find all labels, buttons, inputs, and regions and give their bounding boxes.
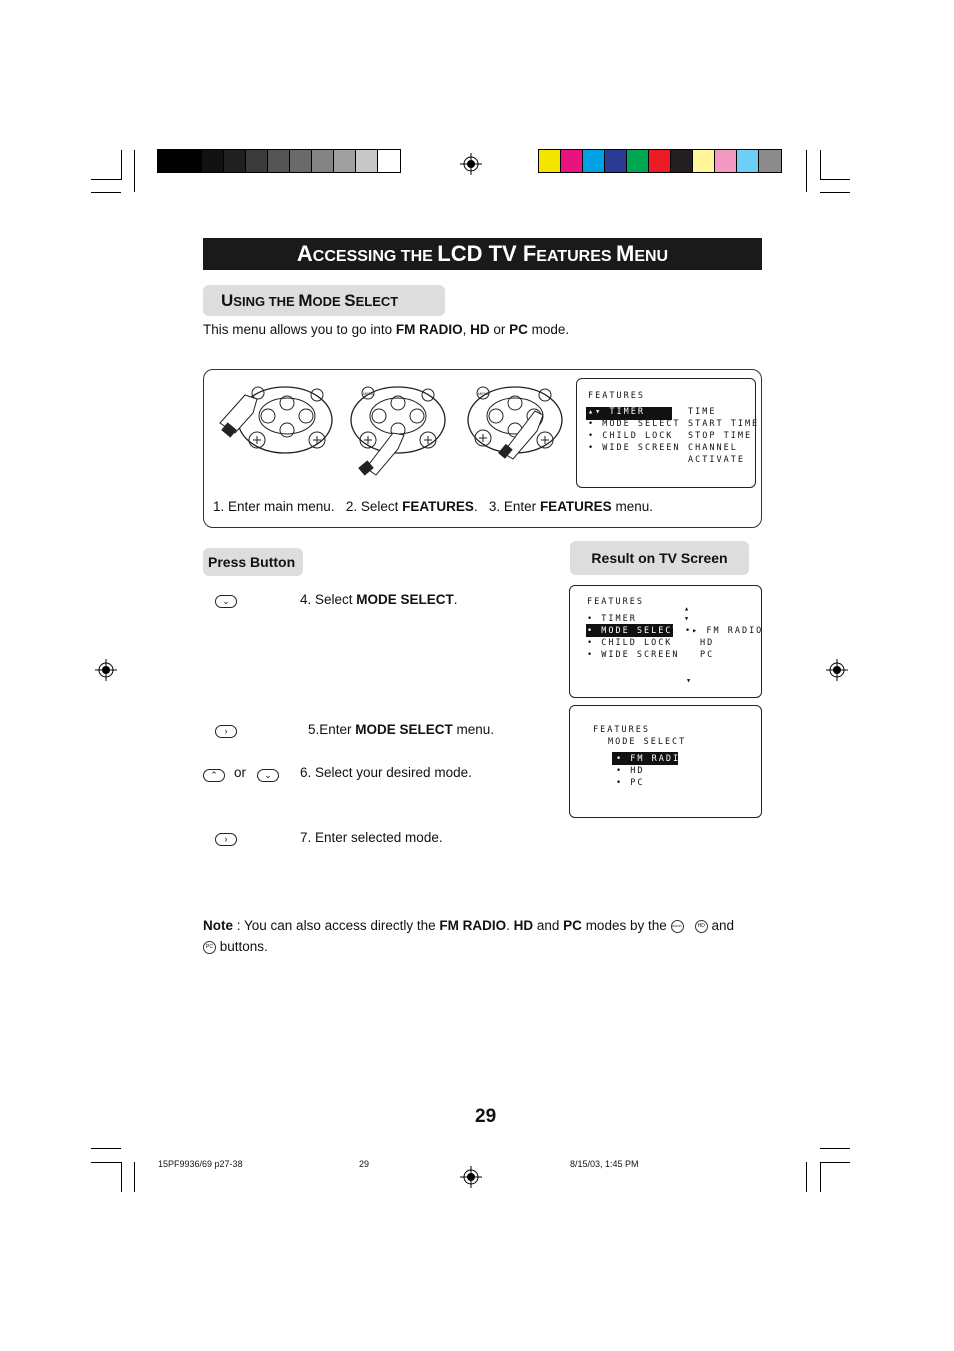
color-swatch — [715, 150, 737, 172]
remote-control-enter-icon — [463, 383, 568, 463]
pc-button-icon: PC — [203, 941, 216, 954]
menu-value: FM RADIO — [706, 626, 764, 636]
menu-item: WIDE SCREEN — [601, 650, 680, 660]
crop-mark — [121, 1162, 122, 1192]
crop-mark — [820, 179, 850, 180]
menu-item: TIMER — [609, 407, 645, 417]
registration-mark-icon — [826, 659, 848, 681]
color-swatch — [693, 150, 715, 172]
crop-mark — [806, 1162, 807, 1192]
menu-label: MENU — [478, 391, 490, 396]
registration-mark-icon — [460, 153, 482, 175]
color-swatch — [561, 150, 583, 172]
screen-title: FEATURES — [593, 725, 650, 735]
crop-mark — [820, 1148, 850, 1149]
result-label: Result on TV Screen — [570, 541, 749, 575]
menu-value: PC — [700, 650, 715, 660]
menu-value: CHANNEL — [688, 443, 738, 453]
crop-mark — [91, 192, 121, 193]
color-swatch — [583, 150, 605, 172]
color-swatch — [312, 150, 334, 172]
footer-file: 15PF9936/69 p27-38 — [158, 1159, 243, 1169]
radio-button-icon: RADIO — [671, 920, 684, 933]
crop-mark — [91, 179, 121, 180]
color-swatch — [356, 150, 378, 172]
crop-mark — [91, 1148, 121, 1149]
hd-button-icon: HD — [695, 920, 708, 933]
color-swatch — [539, 150, 561, 172]
crop-mark — [820, 150, 821, 180]
down-button[interactable]: ⌄ — [257, 769, 279, 782]
right-button[interactable]: › — [215, 833, 237, 846]
color-swatch — [224, 150, 246, 172]
grayscale-bar — [157, 149, 401, 173]
step-4: 4. Select MODE SELECT. — [300, 592, 458, 607]
or-text: or — [234, 765, 247, 780]
registration-mark-icon — [95, 659, 117, 681]
steps-1-3: 1. Enter main menu. 2. Select FEATURES. 3. Enter FEATURES menu. — [213, 499, 653, 514]
intro-text: This menu allows you to go into FM RADIO, HD or PC mode. — [203, 322, 570, 337]
remote-control-navigate-icon — [348, 383, 448, 478]
menu-item: TIMER — [601, 614, 637, 624]
menu-value: STOP TIME — [688, 431, 753, 441]
menu-item: CHILD LOCK — [602, 431, 674, 441]
remote-control-menu-press-icon — [215, 383, 335, 458]
color-swatch — [759, 150, 781, 172]
color-bar — [538, 149, 782, 173]
footer-date: 8/15/03, 1:45 PM — [570, 1159, 639, 1169]
screen-subtitle: MODE SELECT — [608, 737, 687, 747]
page-title: ACCESSING THE LCD TV FEATURES MENU — [203, 238, 762, 270]
color-swatch — [202, 150, 224, 172]
menu-item: MODE SELECT — [601, 626, 680, 636]
right-button[interactable]: › — [215, 725, 237, 738]
page-number: 29 — [475, 1106, 497, 1127]
color-swatch — [605, 150, 627, 172]
step-6: 6. Select your desired mode. — [300, 765, 472, 780]
color-swatch — [627, 150, 649, 172]
tv-screen-features: FEATURES ▴▾ TIMER • MODE SELECT • CHILD LOCK • WIDE SCREEN TIME START TIME STOP TIME CHANNEL ACTIVATE — [576, 378, 756, 488]
color-swatch — [378, 150, 400, 172]
color-swatch — [246, 150, 268, 172]
tv-screen-mode-select-menu: FEATURES MODE SELECT • FM RADIO • HD • PC — [569, 705, 762, 818]
crop-mark — [820, 192, 850, 193]
menu-item: CHILD LOCK — [601, 638, 673, 648]
section-heading: USING THE MODE SELECT — [203, 285, 445, 316]
menu-item: PC — [630, 778, 645, 788]
menu-item: FM RADIO — [630, 754, 688, 764]
color-swatch — [649, 150, 671, 172]
crop-mark — [134, 1162, 135, 1192]
screen-title: FEATURES — [588, 391, 645, 401]
color-swatch — [671, 150, 693, 172]
crop-mark — [820, 1162, 821, 1192]
up-button[interactable]: ⌃ — [203, 769, 225, 782]
crop-mark — [806, 150, 807, 192]
press-button-label: Press Button — [203, 548, 303, 576]
tv-screen-mode-select: FEATURES ▴ ▾ • TIMER • MODE SELECT • CHILD LOCK • WIDE SCREEN •▸ FM RADIO HD PC ▾ — [569, 585, 762, 698]
color-swatch — [290, 150, 312, 172]
crop-mark — [91, 1162, 121, 1163]
menu-value: TIME — [688, 407, 717, 417]
menu-item: WIDE SCREEN — [602, 443, 681, 453]
menu-value: HD — [700, 638, 715, 648]
crop-mark — [134, 150, 135, 192]
menu-item: HD — [630, 766, 645, 776]
crop-mark — [121, 150, 122, 180]
menu-value: ACTIVATE — [688, 455, 745, 465]
footer-page: 29 — [359, 1159, 370, 1169]
color-swatch — [158, 150, 180, 172]
crop-mark — [820, 1162, 850, 1163]
menu-item: MODE SELECT — [602, 419, 681, 429]
step-5: 5.Enter MODE SELECT menu. — [308, 722, 495, 737]
color-swatch — [334, 150, 356, 172]
menu-value: START TIME — [688, 419, 760, 429]
menu-label: MENU — [363, 391, 375, 396]
step-7: 7. Enter selected mode. — [300, 830, 443, 845]
color-swatch — [180, 150, 202, 172]
color-swatch — [268, 150, 290, 172]
down-button[interactable]: ⌄ — [215, 595, 237, 608]
color-swatch — [737, 150, 759, 172]
note-text: Note : You can also access directly the FM RADIO. HD and PC modes by the RADIO HD and PC buttons. — [203, 918, 735, 954]
screen-title: FEATURES — [587, 597, 644, 607]
registration-mark-icon — [460, 1166, 482, 1188]
